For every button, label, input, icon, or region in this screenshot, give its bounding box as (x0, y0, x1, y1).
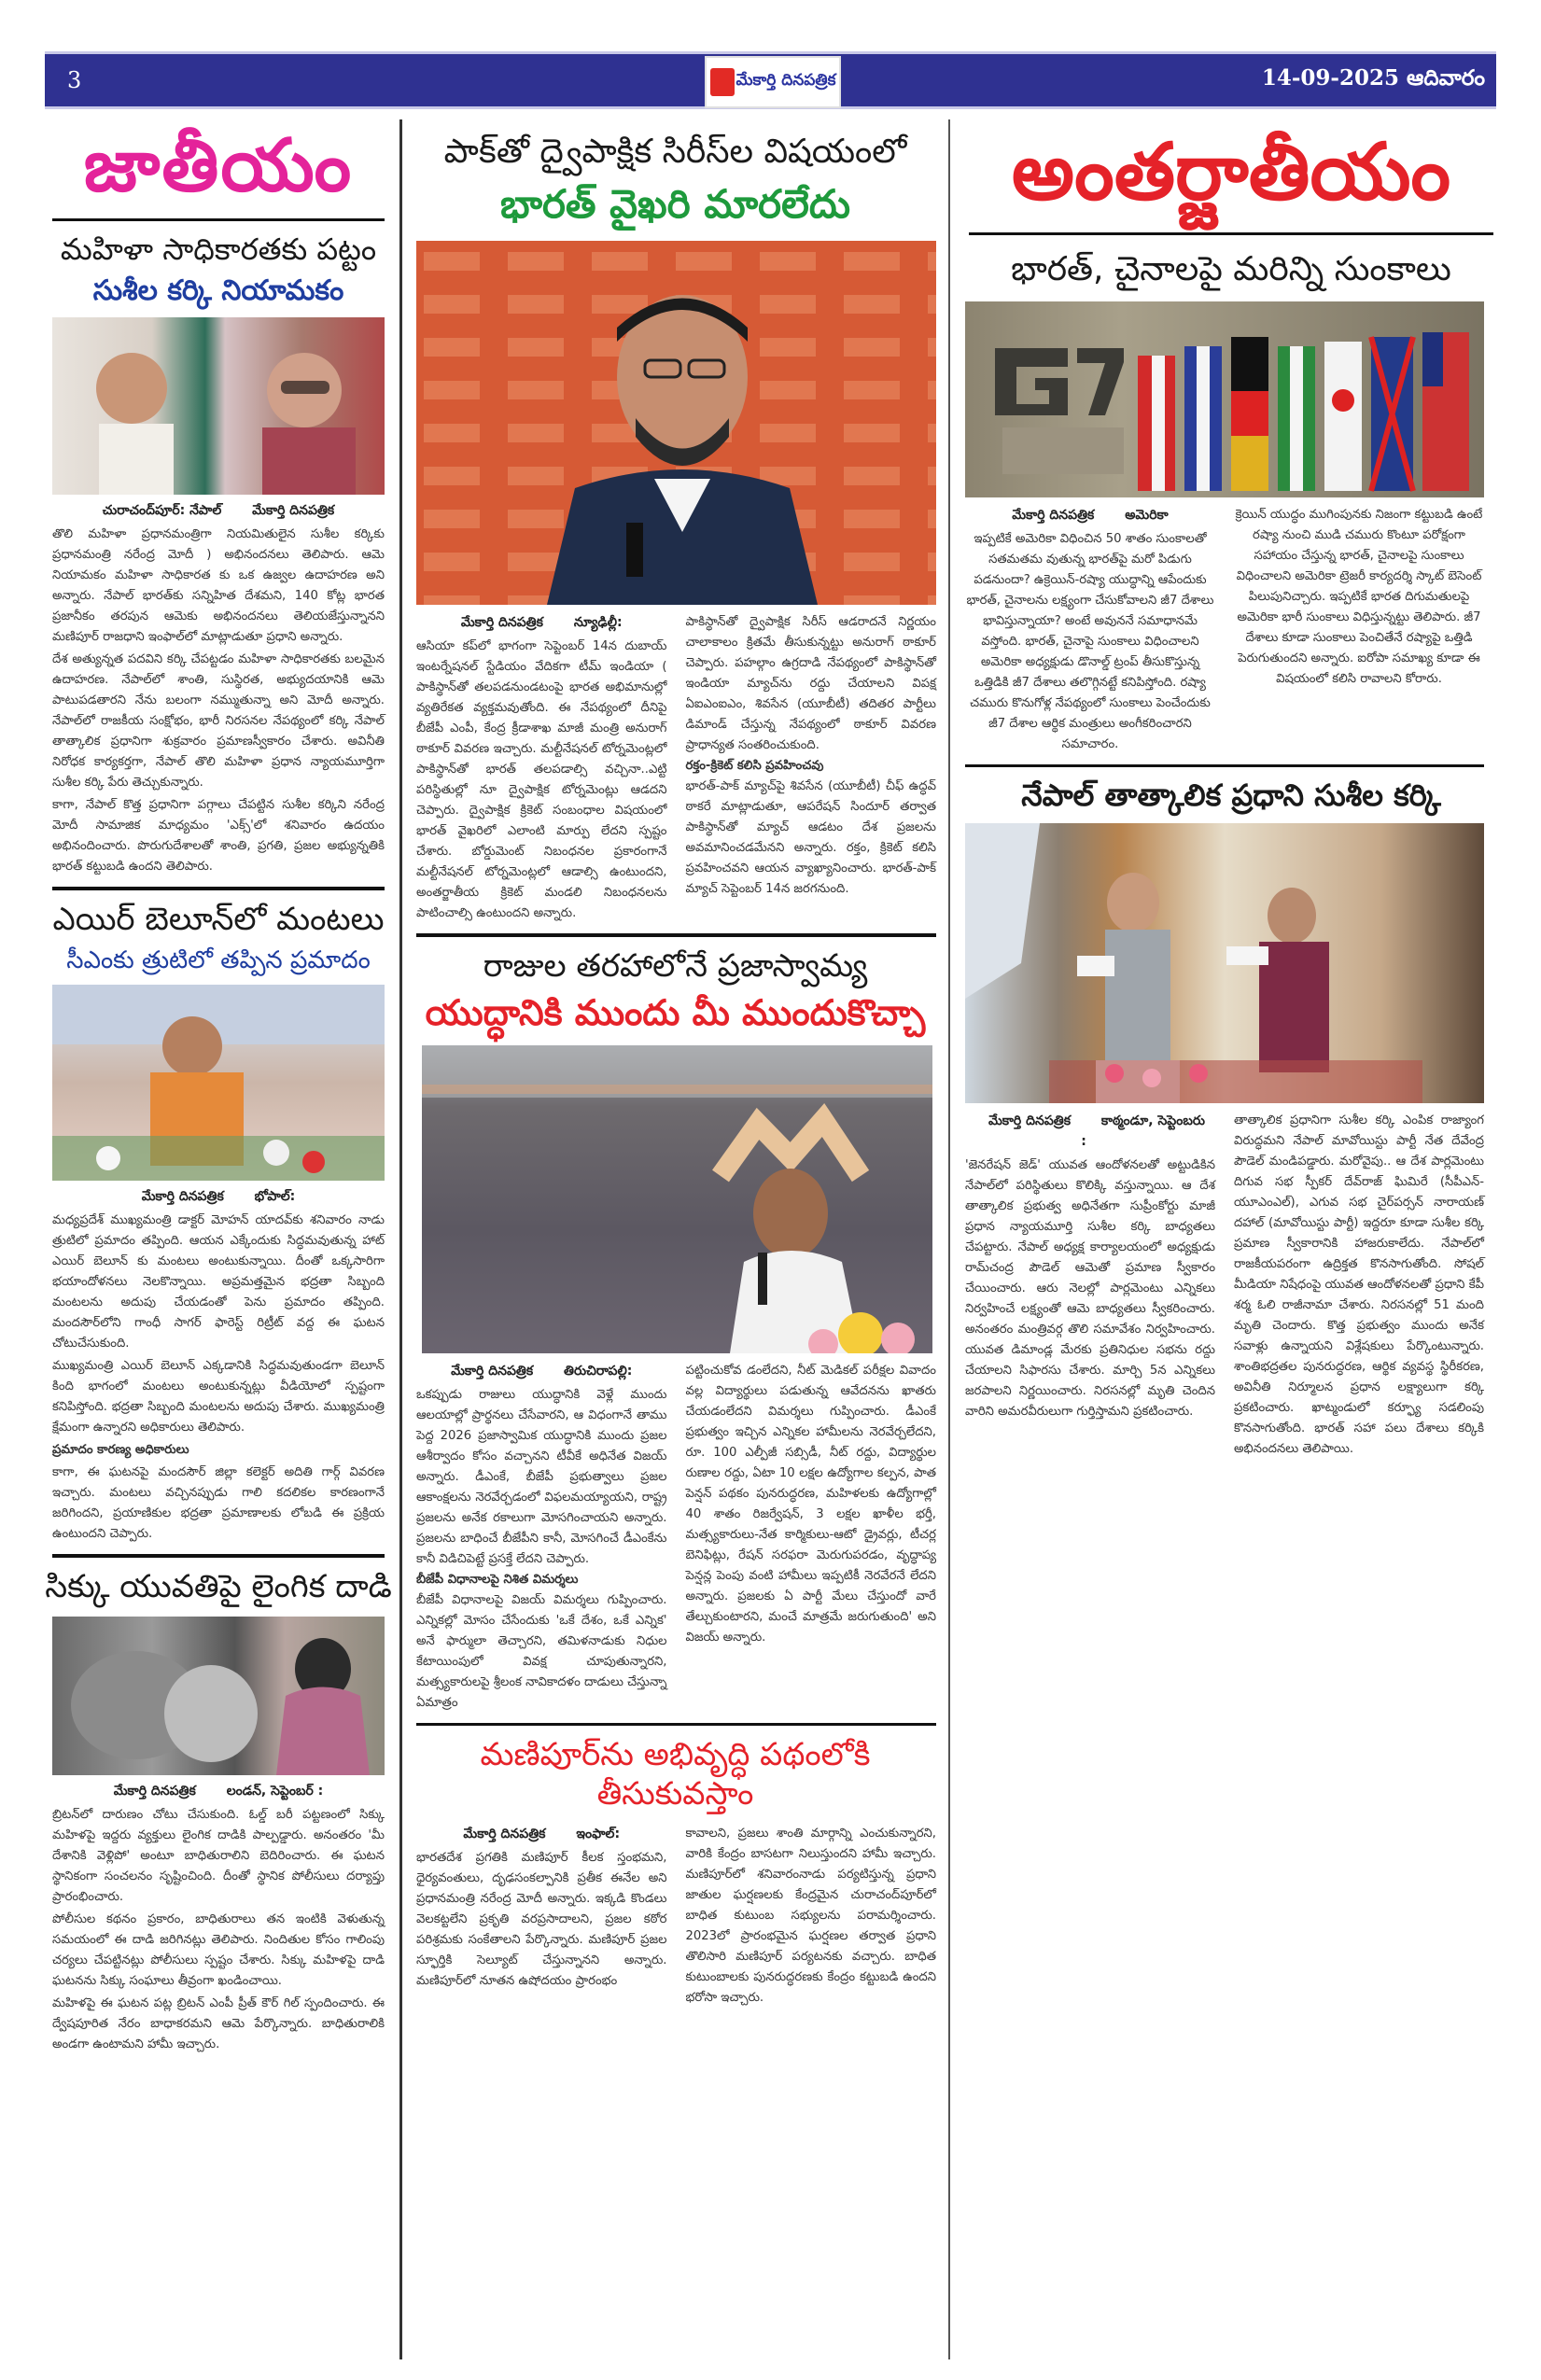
photo-mohan-yadav (52, 985, 385, 1181)
center-column (407, 131, 944, 2371)
paragraph: పోలీసుల కథనం ప్రకారం, బాధితురాలు తన ఇంటికి వెళుతున్న సమయంలో ఈ దాడి జరిగినట్లు తెలిపారు. నిందితుల కోసం గాలింపు చర్యలు చేపట్టినట్లు పోలీసులు స్పష్టం చేశారు. సిక్కు మహిళపై దాడి ఘటనను సిక్కు సంఘాలు తీవ్రంగా ఖండించాయి. (52, 1911, 385, 1988)
divider (969, 232, 1493, 235)
national-column (45, 121, 392, 2371)
subheadline: సీఎంకు త్రుటిలో తప్పిన ప్రమాదం (66, 945, 371, 974)
subheadline: సుశీల కర్కి నియామకం (92, 273, 344, 307)
subheadline: యుద్ధానికి ముందు మీ ముందుకొచ్చా (425, 992, 926, 1033)
article-body (965, 505, 1484, 755)
dateline-paper: మేకార్తి దినపత్రిక (451, 1363, 534, 1379)
dateline-place: అమెరికా (1125, 508, 1169, 524)
article-body (52, 1186, 385, 1547)
subheadline: భారత్ వైఖరి మారలేదు (499, 181, 851, 227)
article-text: బీజేపీ విధానాలపై విజయ్ విమర్శలు గుప్పించారు. ఎన్నికల్లో మోసం చేసేందుకు 'ఒకే దేశం, ఒకే ఎన్నిక' అనే ఫార్ములా తెచ్చారని, తమిళనాడుకు నిధుల కేటాయింపులో వివక్ష చూపుతున్నారని, మత్స్యకారులపై శ్రీలంక నావికాదళం దాడులు చేస్తున్నా ఏమాత్రం (416, 1592, 667, 1710)
photo-g7-flags (965, 301, 1484, 497)
photo-vijay-rally (422, 1045, 932, 1353)
divider (416, 933, 936, 937)
dateline-paper: మేకార్తి దినపత్రిక (252, 503, 335, 518)
article-body (965, 1111, 1484, 1460)
paragraph: ముఖ్యమంత్రి ఎయిర్ బెలూన్ ఎక్కడానికి సిద్ధమవుతుండగా బెలూన్ కింది భాగంలో మంటలు అంటుకున్నట్లు వీడియోలో స్పష్టంగా కనిపిస్తోంది. భద్రతా సిబ్బంది మంటలను అదుపు చేశారు. ముఖ్యమంత్రి క్షేమంగా ఉన్నారని అధికారులు తెలిపారు. (52, 1359, 385, 1435)
headline: పాక్‌తో ద్వైపాక్షిక సిరీస్‌ల విషయంలో (443, 133, 907, 171)
article-text (52, 525, 385, 877)
paragraph: మహిళపై ఈ ఘటన పట్ల బ్రిటన్ ఎంపీ ప్రీత్ కౌర్ గిల్ స్పందించారు. ఈ ద్వేషపూరిత నేరం బాధాకరమని ఆమె పేర్కొన్నారు. బాధితురాలికి అండగా ఉంటామని హామీ ఇచ్చారు. (52, 1995, 385, 2051)
dateline-paper: మేకార్తి దినపత్రిక (113, 1783, 196, 1799)
headline: భారత్, చైనాలపై మరిన్ని సుంకాలు (1011, 250, 1451, 289)
paragraph: దేశ అత్యున్నత పదవిని కర్కి చేపట్టడం మహిళా సాధికారతకు బలమైన ఉదాహరణ. నేపాల్‌లో శాంతి, సుస్థిరత, అభ్యుదయానికి ఆమె పాటుపడతారని నేను బలంగా నమ్ముతున్నా అని మోదీ అన్నారు. నేపాల్‌లో రాజకీయ సంక్షోభం, భారీ నిరసనల నేపథ్యంలో కర్కి నేపాల్ తాత్కాలిక ప్రధానిగా శుక్రవారం ప్రమాణస్వీకారం చేశారు. అవినీతి నిరోధక కార్యకర్తగా, నేపాల్ తొలి మహిళా ప్రధాన న్యాయమూర్తిగా సుశీల కర్కి పేరు తెచ్చుకున్నారు. (52, 652, 385, 790)
paragraph: కాగా, ఈ ఘటనపై మందసౌర్ జిల్లా కలెక్టర్ అదితి గార్గ్ వివరణ ఇచ్చారు. మంటలు వచ్చినప్పుడు గాలి కదలికల కారణంగానే జరిగిందని, ప్రయాణికుల భద్రతా ప్రమాణాలకు లోబడి ఈ ప్రక్రియ ఉంటుందని చెప్పారు. (52, 1465, 385, 1541)
divider (52, 887, 385, 890)
dateline-place: చురాచంద్‌పూర్: నేపాల్ (102, 503, 222, 518)
column-divider (948, 119, 950, 2359)
divider (52, 218, 385, 221)
paragraph: బ్రిటన్‌లో దారుణం చోటు చేసుకుంది. ఓల్డ్ బరీ పట్టణంలో సిక్కు మహిళపై ఇద్దరు వ్యక్తులు లైంగిక దాడికి పాల్పడ్డారు. అనంతరం 'మీ దేశానికి వెళ్లిపో' అంటూ బాధితురాలిని బెదిరించారు. ఈ ఘటన స్థానికంగా సంచలనం సృష్టించింది. దీంతో స్థానిక పోలీసులు దర్యాప్తు ప్రారంభించారు. (52, 1807, 385, 1904)
section-title-international: అంతర్జాతీయం (1011, 126, 1451, 217)
dateline-place: లండన్, సెప్టెంబర్ : (226, 1783, 324, 1799)
dateline (965, 1111, 1215, 1152)
article-text: భారత్-పాక్ మ్యాచ్‌పై శివసేన (యూబీటీ) చీఫ్ ఉద్ధవ్ ఠాకరే మాట్లాడుతూ, ఆపరేషన్ సిందూర్ తర్వాత పాకిస్థాన్‌తో మ్యాచ్‌ ఆడటం దేశ ప్రజలను అవమానించడమేనని అన్నారు. రక్తం, క్రికెట్ కలిసి ప్రవహించవని ఆయన వ్యాఖ్యానించారు. భారత్-పాక్ మ్యాచ్ సెప్టెంబర్ 14న జరగనుంది. (685, 778, 936, 896)
newspaper-logo[interactable] (705, 56, 841, 108)
dateline-paper: మేకార్తి దినపత్రిక (141, 1189, 224, 1204)
logo-text: మేకార్తి దినపత్రిక (735, 71, 836, 90)
article-text: భారతదేశ ప్రగతికి మణిపూర్ కీలక స్తంభమని, ధైర్యవంతులు, దృఢసంకల్పానికి ప్రతీక ఈనేల అని ప్రధానమంత్రి నరేంద్ర మోదీ అన్నారు. ఇక్కడి కొండలు వెలకట్టలేని ప్రకృతి వరప్రసాదాలని, ప్రజల కఠోర పరిశ్రమకు సంకేతాలని పేర్కొన్నారు. మణిపూర్ ప్రజల స్ఫూర్తికి సెల్యూట్ చేస్తున్నానని అన్నారు. మణిపూర్‌లో నూతన ఉషోదయం ప్రారంభం (416, 1850, 667, 1988)
article-text: కావాలని, ప్రజలు శాంతి మార్గాన్ని ఎంచుకున్నారని, వారికి కేంద్రం బాసటగా నిలుస్తుందని హామీ ఇచ్చారు. మణిపూర్‌లో శనివారంనాడు పర్యటిస్తున్న ప్రధాని జాతుల ఘర్షణలకు కేంద్రమైన చురాచంద్‌పూర్‌లో బాధిత కుటుంబ సభ్యులను పరామర్శించారు. 2023లో ప్రారంభమైన ఘర్షణల తర్వాత ప్రధాని తొలిసారి మణిపూర్ పర్యటనకు వచ్చారు. బాధిత కుటుంబాలకు పునరుద్ధరణకు కేంద్రం కట్టుబడి ఉందని భరోసా ఇచ్చారు. (685, 1826, 936, 2005)
headline: సిక్కు యువతిపై లైంగిక దాడి (45, 1568, 392, 1605)
headline: నేపాల్ తాత్కాలిక ప్రధాని సుశీల కర్కి (1021, 777, 1441, 814)
dateline (52, 500, 385, 521)
subsection-heading: బీజేపీ విధానాలపై నిశిత విమర్శలు (416, 1572, 579, 1587)
article-text: పాకిస్థాన్‌తో ద్వైపాక్షిక సిరీస్ ఆడరాదనే నిర్ణయం చాలాకాలం క్రితమే తీసుకున్నట్టు అనురాగ్ ఠాకూర్ చెప్పారు. పహల్గాం ఉగ్రదాడి నేపథ్యంలో పాకిస్థాన్‌తో ఇండియా మ్యాచ్‌ను రద్దు చేయాలని విపక్ష ఏఐఎంఐఎం, శివసేన (యూబీటీ) తదితర పార్టీలు డిమాండ్ చేస్తున్న నేపథ్యంలో ఠాకూర్ వివరణ ప్రాధాన్యత సంతరించుకుంది. (685, 614, 936, 752)
photo-assault-illustration (52, 1617, 385, 1775)
dateline (416, 612, 667, 633)
logo-mark-icon (710, 68, 735, 96)
article-text: 'జెనరేషన్ జెడ్' యువత ఆందోళనలతో అట్టుడికిన నేపాల్‌లో పరిస్థితులు కొలిక్కి వస్తున్నాయి. ఆ దేశ తాత్కాలిక ప్రభుత్వ అధినేతగా సుప్రీంకోర్టు మాజీ ప్రధాన న్యాయమూర్తి సుశీల కర్కి బాధ్యతలు చేపట్టారు. నేపాల్ అధ్యక్ష కార్యాలయంలో అధ్యక్షుడు రామ్‌చంద్ర పౌడెల్ ఆమెతో ప్రమాణ స్వీకారం చేయించారు. ఆరు నెలల్లో పార్లమెంటు ఎన్నికలు నిర్వహించే లక్ష్యంతో ఆమె బాధ్యతలు స్వీకరించారు. అనంతరం మంత్రివర్గ తొలి సమావేశం నిర్వహించారు. యువత డిమాండ్ల మేరకు ప్రతినిధుల సభను రద్దు చేయాలని సిఫారసు చేశారు. మార్చి 5న ఎన్నికలు జరపాలని నిర్ణయించారు. నిరసనల్లో మృతి చెందిన వారిని అమరవీరులుగా గుర్తిస్తామని ప్రకటించారు. (965, 1158, 1215, 1420)
divider (52, 1554, 385, 1558)
dateline-paper: మేకార్తి దినపత్రిక (988, 1113, 1072, 1129)
article-text: ఒకప్పుడు రాజులు యుద్ధానికి వెళ్లే ముందు ఆలయాల్లో ప్రార్థనలు చేసేవారని, ఆ విధంగానే తాము పెద్ద 2026 ప్రజాస్వామిక యుద్ధానికి ముందు ప్రజల ఆశీర్వాదం కోసం వచ్చానని టీవీకే అధినేత విజయ్ అన్నారు. డీఎంకే, బీజేపీ ప్రభుత్వాలు ప్రజల ఆకాంక్షలను నెరవేర్చడంలో విఫలమయ్యాయని, రాష్ట్ర ప్రజలను అనేక రకాలుగా మోసగించాయని అన్నారు. ప్రజలను బాధించే బీజేపీని కానీ, మోసగించే డీఎంకేను కానీ విడిచిపెట్టే ప్రసక్తే లేదని చెప్పారు. (416, 1387, 667, 1566)
photo-modi-karki (52, 317, 385, 495)
article-text: ఆసియా కప్‌లో భాగంగా సెప్టెంబర్ 14న దుబాయ్ ఇంటర్నేషనల్ స్టేడియం వేదికగా టీమ్ ఇండియా ( పాకిస్థాన్‌తో తలపడనుండటంపై భారత అభిమానుల్లో వ్యతిరేకత వ్యక్తమవుతోంది. ఈ నేపథ్యంలో దీనిపై బీజేపీ ఎంపీ, కేంద్ర క్రీడాశాఖ మాజీ మంత్రి అనురాగ్ ఠాకూర్ వివరణ ఇచ్చారు. మల్టీనేషనల్ టోర్నమెంట్లలో పాకిస్థాన్‌తో భారత్ తలపడాల్సి వచ్చినా..ఎట్టి పరిస్థితుల్లో నూ ద్వైపాక్షిక టోర్నమెంట్లు ఆడదని చెప్పారు. ద్వైపాక్షిక క్రికెట్ సంబంధాల విషయంలో భారత్ వైఖరిలో ఎలాంటి మార్పు లేదని స్పష్టం చేశారు. బోర్డుమెంట్ నిబంధనల ప్రకారంగానే మల్టీనేషనల్ టోర్నమెంట్లలో ఆడాల్సి ఉంటుందని, అంతర్జాతీయ క్రికెట్ మండలి నిబంధనలను పాటించాల్సి ఉంటుందని అన్నారు. (416, 638, 667, 920)
article-body (416, 1361, 936, 1714)
article-text: క్రెయిన్ యుద్ధం ముగింపునకు నిజంగా కట్టుబడి ఉంటే రష్యా నుంచి ముడి చమురు కొంటూ పరోక్షంగా సహాయం చేస్తున్న భారత్, చైనాలపై సుంకాలు విధించాలని అమెరికా ట్రెజరీ కార్యదర్శి స్కాట్ బెసెంట్ పిలుపునిచ్చారు. ఇప్పటికే భారత దిగుమతులపై అమెరికా భారీ సుంకాలు విధిస్తున్నట్టు తెలిపారు. జీ7 దేశాలు కూడా సుంకాలు పెంచితేనే రష్యాపై ఒత్తిడి పెరుగుతుందని అన్నారు. ఐరోపా సమాఖ్య కూడా ఈ విషయంలో కలిసి రావాలని కోరారు. (1235, 508, 1483, 687)
subsection-heading: ప్రమాదం కారణ్య అధికారులు (52, 1443, 189, 1457)
dateline-place: భోపాల్: (254, 1189, 296, 1204)
dateline-place: తిరుచిరాపల్లి: (564, 1363, 633, 1379)
dateline-paper: మేకార్తి దినపత్రిక (463, 1826, 546, 1841)
headline: మహిళా సాధికారతకు పట్టం (60, 231, 377, 267)
dateline (416, 1824, 667, 1844)
article-text (52, 1805, 385, 2055)
headline: ఎయిర్ బెలూన్‌లో మంటలు (52, 901, 385, 938)
issue-date: 14-09-2025 ఆదివారం (1261, 65, 1485, 91)
article-body (416, 1824, 936, 2009)
article-body (416, 612, 936, 924)
international-column (956, 121, 1506, 2371)
dateline (965, 505, 1215, 525)
dateline-place: న్యూఢిల్లీ: (573, 614, 623, 630)
article-text: పట్టించుకోవ డంలేదని, నీట్ మెడికల్ పరీక్షల వివాదం వల్ల విద్యార్థులు పడుతున్న ఆవేదనను ఖాతరు చేయడంలేదని విమర్శలు గుప్పించారు. డీఎంకే ప్రభుత్వం ఇచ్చిన ఎన్నికల హామీలను నెరవేర్చలేదని, రూ. 100 ఎల్పీజీ సబ్సిడీ, నీట్ రద్దు, విద్యార్థుల రుణాల రద్దు, ఏటా 10 లక్షల ఉద్యోగాల కల్పన, పాత పెన్షన్ పథకం పునరుద్ధరణ, మహిళలకు ఉద్యోగాల్లో 40 శాతం రిజర్వేషన్, 3 లక్షల ఖాళీల భర్తీ, మత్స్యకారులు-నేత కార్మికులు-ఆటో డ్రైవర్లు, టీచర్ల బెనిఫిట్లు, రేషన్ సరఫరా మెరుగుపరడం, వృద్ధాప్య పెన్షన్ల పెంపు వంటి హామీలు ఇప్పటికీ నెరవేరనే లేదని అన్నారు. ప్రజలకు ఏ పార్టీ మేలు చేస్తుందో వారే తేల్చుకుంటారని, మంచే మాత్రమే జరుగుతుంది' అని విజయ్ అన్నారు. (685, 1363, 936, 1645)
article-text: ఇప్పటికే అమెరికా విధించిన 50 శాతం సుంకాలతో సతమతమ వుతున్న భారత్‌పై మరో పిడుగు పడనుందా? ఉక్రెయిన్-రష్యా యుద్ధాన్ని ఆపేందుకు భారత్, చైనాలను లక్ష్యంగా చేసుకోవాలని జీ7 దేశాలు భావిస్తున్నాయా? అంటే అవుననే సమాధానమే వస్తోంది. భారత్, చైనాపై సుంకాలు విధించాలని అమెరికా అధ్యక్షుడు డొనాల్డ్ ట్రంప్ తీసుకొస్తున్న ఒత్తిడికి జీ7 దేశాలు తలొగ్గినట్టే కనిపిస్తోంది. రష్యా చమురు కొనుగోళ్ల నేపథ్యంలో సుంకాలు పెంచేందుకు జీ7 దేశాల ఆర్థిక మంత్రులు అంగీకరించారని సమాచారం. (966, 532, 1214, 752)
paragraph: కాగా, నేపాల్ కొత్త ప్రధానిగా పగ్గాలు చేపట్టిన సుశీల కర్కిని నరేంద్ర మోదీ సామాజిక మాధ్యమం 'ఎక్స్'లో శనివారం ఉదయం అభినందించారు. పొరుగుదేశాలతో శాంతి, ప్రగతి, ప్రజల అభ్యున్నతికి భారత్ కట్టుబడి ఉందని తెలిపారు. (52, 798, 385, 874)
dateline (416, 1361, 667, 1381)
section-title-national: జాతీయం (83, 124, 354, 208)
dateline (52, 1186, 385, 1207)
article-text (52, 1211, 385, 1545)
column-divider (399, 119, 402, 2359)
dateline-place: కాఠ్మండూ, సెప్టెంబరు : (1081, 1113, 1205, 1150)
paragraph: మధ్యప్రదేశ్ ముఖ్యమంత్రి డాక్టర్ మోహన్ యాదవ్‌కు శనివారం నాడు త్రుటిలో ప్రమాదం తప్పింది. ఆయన ఎక్కేందుకు సిద్ధమవుతున్న హాట్ ఎయిర్ బెలూన్ కు మంటలు అంటుకున్నాయి. దీంతో ఒక్కసారిగా భయాందోళనలు నెలకొన్నాయి. అప్రమత్తమైన భద్రతా సిబ్బంది మంటలను అదుపు చేయడంతో పెను ప్రమాదం తప్పింది. మందసౌర్‌లోని గాంధీ సాగర్ ఫారెస్ట్ రిట్రీట్ వద్ద ఈ ఘటన చోటుచేసుకుంది. (52, 1213, 385, 1351)
dateline-place: ఇంఫాల్: (576, 1826, 621, 1841)
dateline-paper: మేకార్తి దినపత్రిక (460, 614, 543, 630)
photo-anurag-thakur (416, 241, 936, 605)
divider (965, 764, 1484, 767)
subsection-heading: రక్తం-క్రికెట్ కలిసి ప్రవహించవు (685, 758, 824, 773)
headline: రాజుల తరహాలోనే ప్రజాస్వామ్య (483, 946, 868, 985)
dateline-paper: మేకార్తి దినపత్రిక (1012, 508, 1095, 524)
article-body (52, 500, 385, 879)
divider (416, 1723, 936, 1726)
article-body (52, 1781, 385, 2057)
photo-karki-oath (965, 823, 1484, 1103)
masthead (45, 51, 1496, 109)
headline: మణిపూర్‌ను అభివృద్ధి పథంలోకి తీసుకువస్తాం (480, 1735, 871, 1813)
page-number: 3 (67, 67, 82, 93)
dateline (52, 1781, 385, 1801)
paragraph: తొలి మహిళా ప్రధానమంత్రిగా నియమితులైన సుశీల కర్కికు ప్రధానమంత్రి నరేంద్ర మోదీ ) అభినందనలు తెలిపారు. ఆమె నియామకం మహిళా సాధికారత కు ఒక ఉజ్వల ఉదాహరణ అని అన్నారు. నేపాల్ భారత్‌కు సన్నిహిత దేశమని, 140 కోట్ల భారత ప్రజానీకం తరపున ఆమెకు అభినందనలు తెలియజేస్తున్నానని మణిపూర్ రాజధాని ఇంఫాల్‌లో మాట్లాడుతూ ప్రధాని అన్నారు. (52, 527, 385, 644)
article-text: తాత్కాలిక ప్రధానిగా సుశీల కర్కి ఎంపిక రాజ్యాంగ విరుద్ధమని నేపాల్ మావోయిస్టు పార్టీ నేత దేవేంద్ర పౌడెల్ మండిపడ్డారు. మరోవైపు.. ఆ దేశ పార్లమెంటు దిగువ సభ స్పీకర్ దేవ్‌రాజ్ ఘిమిరే (సీపీఎన్-యూఎంఎల్), ఎగువ సభ చైర్‌పర్సన్ నారాయణ్ దహాల్ (మావోయిస్టు పార్టీ) ఇద్దరూ కూడా సుశీల కర్కి ప్రమాణ స్వీకారానికి హాజరుకాలేదు. నేపాల్‌లో రాజకీయపరంగా ఉద్రిక్తత కొనసాగుతోంది. సోషల్ మీడియా నిషేధంపై యువత ఆందోళనలతో ప్రధాని కేపీ శర్మ ఓలి రాజీనామా చేశారు. నిరసనల్లో 51 మంది మృతి చెందారు. కొత్త ప్రభుత్వం ముందు అనేక సవాళ్లు ఉన్నాయని విశ్లేషకులు పేర్కొంటున్నారు. శాంతిభద్రతల పునరుద్ధరణ, ఆర్థిక వ్యవస్థ స్థిరీకరణ, అవినీతి నిర్మూలన ప్రధాన లక్ష్యాలుగా కర్కి ప్రకటించారు. ఖాట్మండులో కర్ఫ్యూ సడలింపు కొనసాగుతోంది. భారత్ సహా పలు దేశాలు కర్కికి అభినందనలు తెలిపాయి. (1234, 1113, 1484, 1457)
